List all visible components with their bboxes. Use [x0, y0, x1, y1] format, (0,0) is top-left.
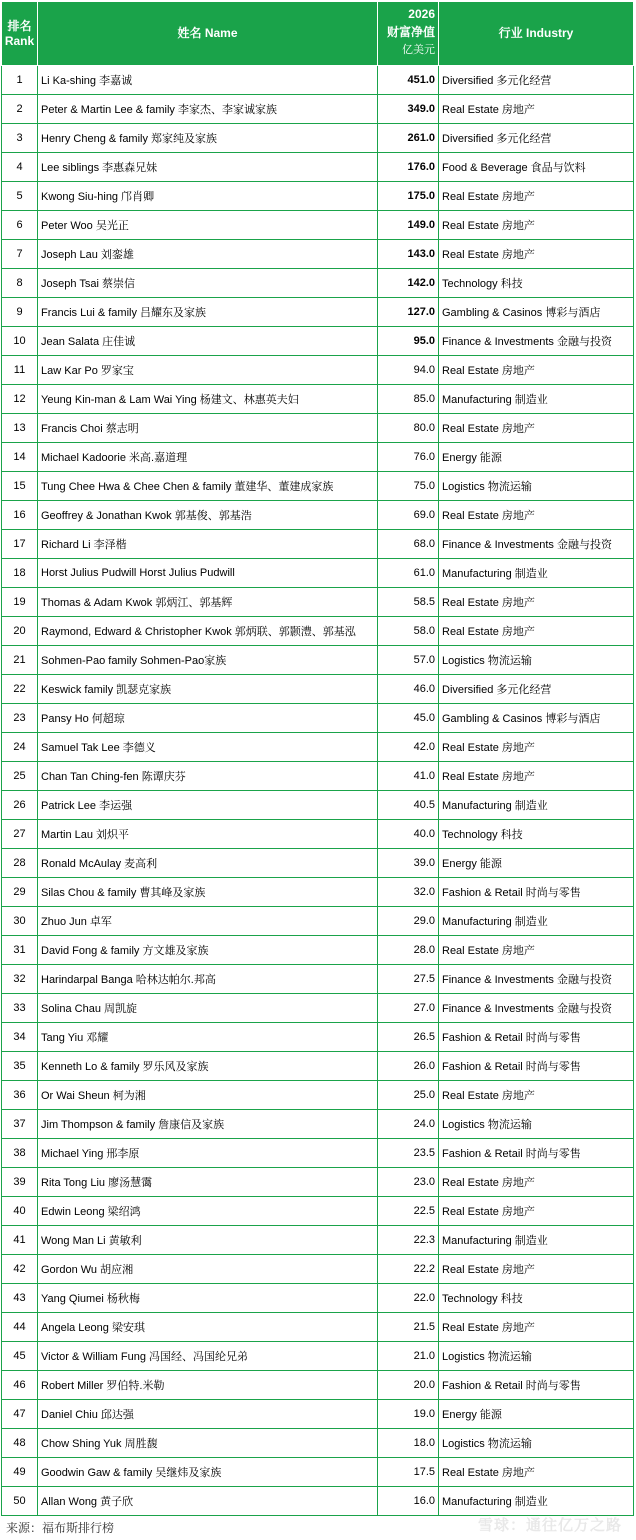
table-row: [2, 1081, 634, 1110]
industry-cell: Real Estate 房地产: [439, 588, 634, 617]
table-row: [2, 907, 634, 936]
name-cell: Solina Chau 周凯旋: [38, 994, 378, 1023]
table-row: [2, 1023, 634, 1052]
header-industry: 行业 Industry: [439, 2, 634, 66]
net-worth-cell: 76.0: [378, 443, 439, 472]
net-worth-cell: 39.0: [378, 849, 439, 878]
rank-cell: 1: [2, 66, 38, 95]
table-row: [2, 124, 634, 153]
net-worth-cell: 143.0: [378, 240, 439, 269]
net-worth-cell: 451.0: [378, 66, 439, 95]
industry-cell: Diversified 多元化经营: [439, 124, 634, 153]
rank-cell: 19: [2, 588, 38, 617]
table-row: [2, 1371, 634, 1400]
industry-cell: Energy 能源: [439, 849, 634, 878]
rank-cell: 14: [2, 443, 38, 472]
industry-cell: Manufacturing 制造业: [439, 559, 634, 588]
table-row: [2, 530, 634, 559]
table-row: [2, 994, 634, 1023]
net-worth-cell: 20.0: [378, 1371, 439, 1400]
industry-cell: Real Estate 房地产: [439, 240, 634, 269]
table-row: [2, 1168, 634, 1197]
table-row: [2, 240, 634, 269]
name-cell: David Fong & family 方文雄及家族: [38, 936, 378, 965]
rank-cell: 50: [2, 1487, 38, 1516]
name-cell: Tang Yiu 邓耀: [38, 1023, 378, 1052]
net-worth-cell: 23.5: [378, 1139, 439, 1168]
net-worth-cell: 175.0: [378, 182, 439, 211]
name-cell: Samuel Tak Lee 李德义: [38, 733, 378, 762]
table-row: [2, 211, 634, 240]
net-worth-cell: 19.0: [378, 1400, 439, 1429]
name-cell: Angela Leong 梁安琪: [38, 1313, 378, 1342]
rank-cell: 5: [2, 182, 38, 211]
net-worth-cell: 176.0: [378, 153, 439, 182]
rank-cell: 2: [2, 95, 38, 124]
net-worth-cell: 22.2: [378, 1255, 439, 1284]
rank-cell: 36: [2, 1081, 38, 1110]
rank-cell: 3: [2, 124, 38, 153]
industry-cell: Gambling & Casinos 博彩与酒店: [439, 704, 634, 733]
table-row: [2, 820, 634, 849]
table-row: [2, 472, 634, 501]
net-worth-cell: 149.0: [378, 211, 439, 240]
name-cell: Chan Tan Ching-fen 陈谭庆芬: [38, 762, 378, 791]
rank-cell: 32: [2, 965, 38, 994]
rank-cell: 24: [2, 733, 38, 762]
rank-cell: 8: [2, 269, 38, 298]
industry-cell: Fashion & Retail 时尚与零售: [439, 1139, 634, 1168]
table-row: [2, 965, 634, 994]
table-row: [2, 356, 634, 385]
rank-cell: 10: [2, 327, 38, 356]
table-row: [2, 704, 634, 733]
name-cell: Horst Julius Pudwill Horst Julius Pudwill: [38, 559, 378, 588]
industry-cell: Logistics 物流运输: [439, 472, 634, 501]
net-worth-cell: 26.5: [378, 1023, 439, 1052]
industry-cell: Energy 能源: [439, 1400, 634, 1429]
rank-cell: 12: [2, 385, 38, 414]
industry-cell: Real Estate 房地产: [439, 501, 634, 530]
rank-cell: 7: [2, 240, 38, 269]
industry-cell: Technology 科技: [439, 1284, 634, 1313]
wealth-ranking-table: [1, 1, 634, 1516]
rank-cell: 29: [2, 878, 38, 907]
industry-cell: Technology 科技: [439, 820, 634, 849]
name-cell: Rita Tong Liu 廖汤慧霭: [38, 1168, 378, 1197]
industry-cell: Manufacturing 制造业: [439, 385, 634, 414]
rank-cell: 25: [2, 762, 38, 791]
name-cell: Joseph Tsai 蔡崇信: [38, 269, 378, 298]
name-cell: Martin Lau 刘炽平: [38, 820, 378, 849]
rank-cell: 4: [2, 153, 38, 182]
table-row: [2, 443, 634, 472]
rank-cell: 20: [2, 617, 38, 646]
name-cell: Henry Cheng & family 郑家纯及家族: [38, 124, 378, 153]
name-cell: Peter Woo 吴光正: [38, 211, 378, 240]
net-worth-cell: 58.5: [378, 588, 439, 617]
table-row: [2, 269, 634, 298]
rank-cell: 28: [2, 849, 38, 878]
header-net-worth-year: 2026: [408, 7, 435, 21]
rank-cell: 43: [2, 1284, 38, 1313]
name-cell: Or Wai Sheun 柯为湘: [38, 1081, 378, 1110]
name-cell: Michael Kadoorie 米高.嘉道理: [38, 443, 378, 472]
table-row: [2, 95, 634, 124]
industry-cell: Diversified 多元化经营: [439, 66, 634, 95]
net-worth-cell: 40.0: [378, 820, 439, 849]
rank-cell: 6: [2, 211, 38, 240]
name-cell: Wong Man Li 黄敏利: [38, 1226, 378, 1255]
name-cell: Law Kar Po 罗家宝: [38, 356, 378, 385]
net-worth-cell: 75.0: [378, 472, 439, 501]
table-row: [2, 936, 634, 965]
industry-cell: Real Estate 房地产: [439, 762, 634, 791]
rank-cell: 47: [2, 1400, 38, 1429]
industry-cell: Real Estate 房地产: [439, 95, 634, 124]
name-cell: Pansy Ho 何超琼: [38, 704, 378, 733]
rank-cell: 16: [2, 501, 38, 530]
rank-cell: 39: [2, 1168, 38, 1197]
table-row: [2, 791, 634, 820]
name-cell: Daniel Chiu 邱达强: [38, 1400, 378, 1429]
net-worth-cell: 41.0: [378, 762, 439, 791]
industry-cell: Real Estate 房地产: [439, 936, 634, 965]
table-row: [2, 414, 634, 443]
table-row: [2, 1400, 634, 1429]
table-row: [2, 501, 634, 530]
table-row: [2, 878, 634, 907]
rank-cell: 44: [2, 1313, 38, 1342]
name-cell: Raymond, Edward & Christopher Kwok 郭炳联、郭颢澧、郭基泓: [38, 617, 378, 646]
net-worth-cell: 23.0: [378, 1168, 439, 1197]
net-worth-cell: 26.0: [378, 1052, 439, 1081]
net-worth-cell: 24.0: [378, 1110, 439, 1139]
net-worth-cell: 22.5: [378, 1197, 439, 1226]
header-net-worth: [378, 2, 439, 66]
rank-cell: 27: [2, 820, 38, 849]
table-row: [2, 1487, 634, 1516]
name-cell: Zhuo Jun 卓军: [38, 907, 378, 936]
industry-cell: Fashion & Retail 时尚与零售: [439, 1371, 634, 1400]
industry-cell: Real Estate 房地产: [439, 1313, 634, 1342]
industry-cell: Real Estate 房地产: [439, 1081, 634, 1110]
net-worth-cell: 40.5: [378, 791, 439, 820]
industry-cell: Finance & Investments 金融与投资: [439, 327, 634, 356]
table-row: [2, 182, 634, 211]
net-worth-cell: 42.0: [378, 733, 439, 762]
name-cell: Li Ka-shing 李嘉诚: [38, 66, 378, 95]
net-worth-cell: 261.0: [378, 124, 439, 153]
name-cell: Tung Chee Hwa & Chee Chen & family 董建华、董建成家族: [38, 472, 378, 501]
industry-cell: Logistics 物流运输: [439, 646, 634, 675]
net-worth-cell: 29.0: [378, 907, 439, 936]
rank-cell: 45: [2, 1342, 38, 1371]
table-row: [2, 66, 634, 95]
rank-cell: 33: [2, 994, 38, 1023]
industry-cell: Logistics 物流运输: [439, 1342, 634, 1371]
table-row: [2, 849, 634, 878]
table-row: [2, 1139, 634, 1168]
name-cell: Thomas & Adam Kwok 郭炳江、郭基辉: [38, 588, 378, 617]
net-worth-cell: 16.0: [378, 1487, 439, 1516]
name-cell: Geoffrey & Jonathan Kwok 郭基俊、郭基浩: [38, 501, 378, 530]
net-worth-cell: 17.5: [378, 1458, 439, 1487]
name-cell: Harindarpal Banga 哈林达帕尔.邦高: [38, 965, 378, 994]
watermark: 雪球：通往亿万之路: [477, 1517, 622, 1534]
table-row: [2, 327, 634, 356]
net-worth-cell: 94.0: [378, 356, 439, 385]
net-worth-cell: 21.5: [378, 1313, 439, 1342]
industry-cell: Real Estate 房地产: [439, 356, 634, 385]
name-cell: Keswick family 凯瑟克家族: [38, 675, 378, 704]
name-cell: Silas Chou & family 曹其峰及家族: [38, 878, 378, 907]
net-worth-cell: 95.0: [378, 327, 439, 356]
net-worth-cell: 32.0: [378, 878, 439, 907]
rank-cell: 31: [2, 936, 38, 965]
rank-cell: 34: [2, 1023, 38, 1052]
name-cell: Robert Miller 罗伯特.米勒: [38, 1371, 378, 1400]
rank-cell: 22: [2, 675, 38, 704]
industry-cell: Technology 科技: [439, 269, 634, 298]
net-worth-cell: 349.0: [378, 95, 439, 124]
industry-cell: Fashion & Retail 时尚与零售: [439, 878, 634, 907]
rank-cell: 13: [2, 414, 38, 443]
table-row: [2, 646, 634, 675]
rank-cell: 17: [2, 530, 38, 559]
table-row: [2, 588, 634, 617]
rank-cell: 15: [2, 472, 38, 501]
net-worth-cell: 27.5: [378, 965, 439, 994]
industry-cell: Logistics 物流运输: [439, 1110, 634, 1139]
net-worth-cell: 25.0: [378, 1081, 439, 1110]
net-worth-cell: 85.0: [378, 385, 439, 414]
header-name: 姓名 Name: [38, 2, 378, 66]
header-rank: 排名 Rank: [2, 2, 38, 66]
rank-cell: 30: [2, 907, 38, 936]
name-cell: Richard Li 李泽楷: [38, 530, 378, 559]
industry-cell: Real Estate 房地产: [439, 1255, 634, 1284]
industry-cell: Manufacturing 制造业: [439, 1487, 634, 1516]
header-net-worth-unit: 亿美元: [402, 44, 435, 56]
net-worth-cell: 22.3: [378, 1226, 439, 1255]
rank-cell: 9: [2, 298, 38, 327]
table-row: [2, 559, 634, 588]
rank-cell: 49: [2, 1458, 38, 1487]
name-cell: Ronald McAulay 麦高利: [38, 849, 378, 878]
rank-cell: 23: [2, 704, 38, 733]
table-row: [2, 675, 634, 704]
table-row: [2, 1110, 634, 1139]
header-net-worth-label: 财富净值: [386, 25, 435, 39]
rank-cell: 42: [2, 1255, 38, 1284]
rank-cell: 35: [2, 1052, 38, 1081]
industry-cell: Diversified 多元化经营: [439, 675, 634, 704]
rank-cell: 41: [2, 1226, 38, 1255]
industry-cell: Finance & Investments 金融与投资: [439, 965, 634, 994]
table-row: [2, 385, 634, 414]
table-row: [2, 733, 634, 762]
industry-cell: Finance & Investments 金融与投资: [439, 994, 634, 1023]
industry-cell: Real Estate 房地产: [439, 182, 634, 211]
industry-cell: Fashion & Retail 时尚与零售: [439, 1023, 634, 1052]
name-cell: Patrick Lee 李运强: [38, 791, 378, 820]
wealth-ranking-table-container: [1, 1, 633, 1516]
name-cell: Victor & William Fung 冯国经、冯国纶兄弟: [38, 1342, 378, 1371]
name-cell: Gordon Wu 胡应湘: [38, 1255, 378, 1284]
name-cell: Chow Shing Yuk 周胜馥: [38, 1429, 378, 1458]
table-row: [2, 153, 634, 182]
name-cell: Yang Qiumei 杨秋梅: [38, 1284, 378, 1313]
net-worth-cell: 127.0: [378, 298, 439, 327]
name-cell: Peter & Martin Lee & family 李家杰、李家诚家族: [38, 95, 378, 124]
rank-cell: 40: [2, 1197, 38, 1226]
table-row: [2, 1226, 634, 1255]
net-worth-cell: 45.0: [378, 704, 439, 733]
net-worth-cell: 28.0: [378, 936, 439, 965]
name-cell: Edwin Leong 梁绍鸿: [38, 1197, 378, 1226]
rank-cell: 37: [2, 1110, 38, 1139]
name-cell: Yeung Kin-man & Lam Wai Ying 杨建文、林惠英夫妇: [38, 385, 378, 414]
name-cell: Lee siblings 李惠森兄妹: [38, 153, 378, 182]
industry-cell: Real Estate 房地产: [439, 1458, 634, 1487]
net-worth-cell: 46.0: [378, 675, 439, 704]
name-cell: Jean Salata 庄佳诚: [38, 327, 378, 356]
name-cell: Goodwin Gaw & family 吴继炜及家族: [38, 1458, 378, 1487]
industry-cell: Manufacturing 制造业: [439, 791, 634, 820]
table-body: [2, 66, 634, 1516]
name-cell: Francis Lui & family 吕耀东及家族: [38, 298, 378, 327]
rank-cell: 11: [2, 356, 38, 385]
industry-cell: Food & Beverage 食品与饮料: [439, 153, 634, 182]
net-worth-cell: 68.0: [378, 530, 439, 559]
industry-cell: Real Estate 房地产: [439, 1197, 634, 1226]
industry-cell: Real Estate 房地产: [439, 414, 634, 443]
net-worth-cell: 58.0: [378, 617, 439, 646]
industry-cell: Real Estate 房地产: [439, 617, 634, 646]
table-row: [2, 617, 634, 646]
industry-cell: Gambling & Casinos 博彩与酒店: [439, 298, 634, 327]
net-worth-cell: 27.0: [378, 994, 439, 1023]
name-cell: Joseph Lau 刘銮雄: [38, 240, 378, 269]
industry-cell: Real Estate 房地产: [439, 211, 634, 240]
table-row: [2, 762, 634, 791]
table-row: [2, 1255, 634, 1284]
net-worth-cell: 57.0: [378, 646, 439, 675]
net-worth-cell: 80.0: [378, 414, 439, 443]
table-row: [2, 298, 634, 327]
industry-cell: Logistics 物流运输: [439, 1429, 634, 1458]
net-worth-cell: 22.0: [378, 1284, 439, 1313]
rank-cell: 38: [2, 1139, 38, 1168]
net-worth-cell: 18.0: [378, 1429, 439, 1458]
industry-cell: Finance & Investments 金融与投资: [439, 530, 634, 559]
industry-cell: Fashion & Retail 时尚与零售: [439, 1052, 634, 1081]
source-note: 来源：福布斯排行榜: [6, 1521, 115, 1535]
table-header: [2, 2, 634, 66]
rank-cell: 26: [2, 791, 38, 820]
table-row: [2, 1052, 634, 1081]
table-row: [2, 1313, 634, 1342]
table-row: [2, 1342, 634, 1371]
industry-cell: Real Estate 房地产: [439, 1168, 634, 1197]
name-cell: Kenneth Lo & family 罗乐风及家族: [38, 1052, 378, 1081]
table-row: [2, 1197, 634, 1226]
industry-cell: Manufacturing 制造业: [439, 1226, 634, 1255]
net-worth-cell: 21.0: [378, 1342, 439, 1371]
name-cell: Jim Thompson & family 詹康信及家族: [38, 1110, 378, 1139]
rank-cell: 21: [2, 646, 38, 675]
rank-cell: 46: [2, 1371, 38, 1400]
name-cell: Sohmen-Pao family Sohmen-Pao家族: [38, 646, 378, 675]
rank-cell: 18: [2, 559, 38, 588]
name-cell: Allan Wong 黄子欣: [38, 1487, 378, 1516]
industry-cell: Real Estate 房地产: [439, 733, 634, 762]
name-cell: Kwong Siu-hing 邝肖卿: [38, 182, 378, 211]
net-worth-cell: 69.0: [378, 501, 439, 530]
name-cell: Michael Ying 邢李原: [38, 1139, 378, 1168]
net-worth-cell: 142.0: [378, 269, 439, 298]
table-row: [2, 1458, 634, 1487]
name-cell: Francis Choi 蔡志明: [38, 414, 378, 443]
industry-cell: Energy 能源: [439, 443, 634, 472]
net-worth-cell: 61.0: [378, 559, 439, 588]
rank-cell: 48: [2, 1429, 38, 1458]
table-row: [2, 1284, 634, 1313]
table-row: [2, 1429, 634, 1458]
industry-cell: Manufacturing 制造业: [439, 907, 634, 936]
